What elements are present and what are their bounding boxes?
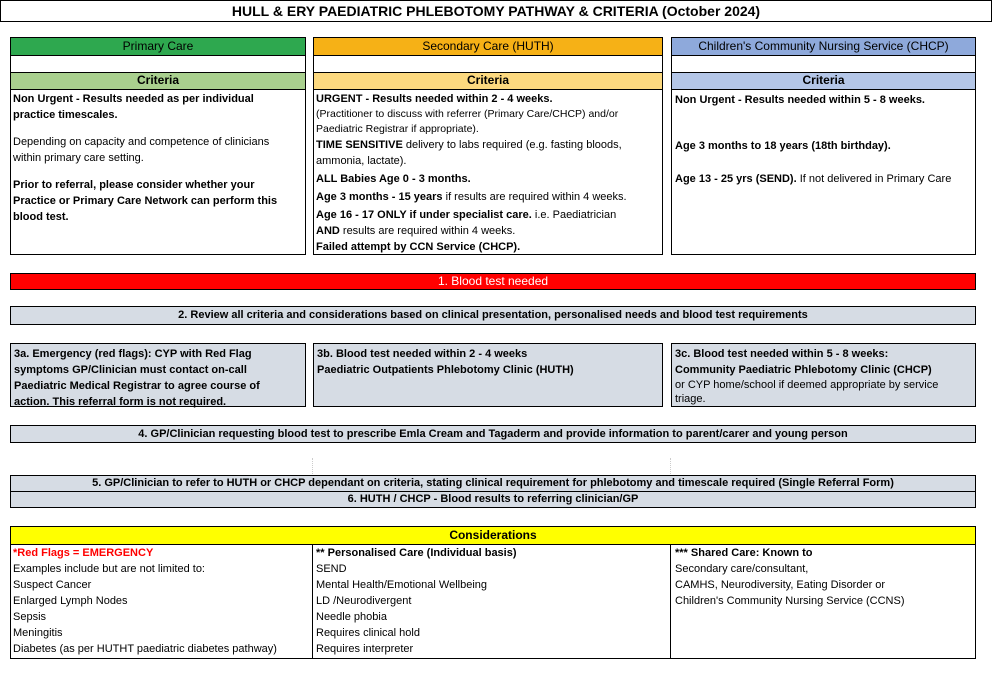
primary-criteria-line: Depending on capacity and competence of clinicians <box>13 136 270 148</box>
age-16-17-line <box>316 207 662 223</box>
community-send-line <box>675 171 973 187</box>
primary-criteria-line <box>13 123 305 134</box>
step-3c-triage: triage. <box>675 393 706 405</box>
personalised-care-title: ** Personalised Care (Individual basis) <box>316 547 517 559</box>
primary-criteria-line: within primary care setting. <box>13 152 144 164</box>
personalised-care-item: Mental Health/Emotional Wellbeing <box>316 579 487 591</box>
step-3c-box <box>671 343 976 407</box>
age-16-17-rest: i.e. Paediatrician <box>531 209 617 221</box>
shared-care-title: *** Shared Care: Known to <box>675 547 813 559</box>
urgent-line: URGENT - Results needed within 2 - 4 weeks. <box>316 93 553 105</box>
step-3c-home: or CYP home/school if deemed appropriate by service <box>675 379 939 391</box>
step-3b-line: 3b. Blood test needed within 2 - 4 weeks <box>317 348 528 360</box>
shared-care-item: Secondary care/consultant, <box>675 563 809 575</box>
personalised-care-item: LD /Neurodivergent <box>316 595 412 607</box>
primary-care-criteria-text <box>13 91 305 225</box>
secondary-care-spacer <box>313 55 663 73</box>
community-spacer <box>671 55 976 73</box>
step-3a-text <box>14 346 302 410</box>
red-flags-title: *Red Flags = EMERGENCY <box>13 547 154 559</box>
shared-care-item: CAMHS, Neurodiversity, Eating Disorder or <box>675 579 886 591</box>
and-results-line <box>316 223 662 239</box>
shared-care-item: Children's Community Nursing Service (CCNS) <box>675 595 905 607</box>
community-non-urgent: Non Urgent - Results needed within 5 - 8 weeks. <box>675 94 925 106</box>
red-flag-item: Suspect Cancer <box>13 579 92 591</box>
step-2-bar: 2. Review all criteria and considerations based on clinical presentation, personalised needs and blood test requirements <box>10 306 976 325</box>
step-3a-line: Paediatric Medical Registrar to agree course of <box>14 380 260 392</box>
secondary-care-criteria-text <box>316 91 662 255</box>
time-sensitive-label: TIME SENSITIVE <box>316 139 403 151</box>
practitioner-line: (Practitioner to discuss with referrer (Primary Care/CHCP) and/or <box>316 108 619 120</box>
red-flags-column <box>13 545 310 657</box>
dotted-divider-2 <box>670 458 671 474</box>
community-send-rest: If not delivered in Primary Care <box>796 173 952 185</box>
step-5-bar: 5. GP/Clinician to refer to HUTH or CHCP dependant on criteria, stating clinical requirement for phlebotomy and timescale required (Single Referral Form) <box>10 475 976 492</box>
step-3a-line: action. This referral form is not required. <box>14 396 227 408</box>
page-title: HULL & ERY PAEDIATRIC PHLEBOTOMY PATHWAY & CRITERIA (October 2024) <box>0 0 992 22</box>
community-criteria-label: Criteria <box>671 72 976 90</box>
step-6-bar: 6. HUTH / CHCP - Blood results to referring clinician/GP <box>10 491 976 508</box>
step-3a-line: 3a. Emergency (red flags): CYP with Red Flag <box>14 348 252 360</box>
shared-care-column <box>675 545 975 609</box>
red-flag-item: Sepsis <box>13 611 47 623</box>
considerations-header: Considerations <box>10 526 976 545</box>
time-sensitive-line <box>316 137 662 153</box>
personalised-care-item: SEND <box>316 563 347 575</box>
step-3c-title: 3c. Blood test needed within 5 - 8 weeks: <box>675 348 889 360</box>
primary-care-criteria-label: Criteria <box>10 72 306 90</box>
age-16-17-label: Age 16 - 17 ONLY if under specialist care. <box>316 209 532 221</box>
personalised-care-item: Needle phobia <box>316 611 387 623</box>
time-sensitive-rest: delivery to labs required (e.g. fasting bloods, <box>402 139 622 151</box>
step-3b-box <box>313 343 663 407</box>
primary-criteria-line: practice timescales. <box>13 109 118 121</box>
community-send-label: Age 13 - 25 yrs (SEND). <box>675 173 797 185</box>
personalised-care-item: Requires interpreter <box>316 643 414 655</box>
and-label: AND <box>316 225 340 237</box>
secondary-care-criteria-label: Criteria <box>313 72 663 90</box>
registrar-line: Paediatric Registrar if appropriate). <box>316 123 479 135</box>
dotted-divider-1 <box>312 458 313 474</box>
step-4-bar: 4. GP/Clinician requesting blood test to prescribe Emla Cream and Tagaderm and provide information to parent/carer and young person <box>10 425 976 443</box>
primary-care-header: Primary Care <box>10 37 306 56</box>
step-1-bar: 1. Blood test needed <box>10 273 976 290</box>
personalised-care-item: Requires clinical hold <box>316 627 420 639</box>
community-header: Children's Community Nursing Service (CHCP) <box>671 37 976 56</box>
step-3a-box <box>10 343 306 407</box>
red-flag-item: Diabetes (as per HUTHT paediatric diabetes pathway) <box>13 643 277 655</box>
considerations-divider-1 <box>312 544 313 659</box>
primary-criteria-line: blood test. <box>13 211 69 223</box>
step-3b-text <box>317 346 659 378</box>
primary-criteria-line <box>13 166 305 177</box>
step-3c-clinic: Community Paediatric Phlebotomy Clinic (CHCP) <box>675 364 932 376</box>
and-rest: results are required within 4 weeks. <box>339 225 516 237</box>
age-3m-15y-line <box>316 189 662 205</box>
primary-criteria-line: Practice or Primary Care Network can perform this <box>13 195 278 207</box>
red-flag-item: Examples include but are not limited to: <box>13 563 205 575</box>
ammonia-line: ammonia, lactate). <box>316 155 407 167</box>
age-3m-15y-rest: if results are required within 4 weeks. <box>442 191 627 203</box>
step-3b-line: Paediatric Outpatients Phlebotomy Clinic (HUTH) <box>317 364 574 376</box>
all-babies-line: ALL Babies Age 0 - 3 months. <box>316 173 471 185</box>
primary-care-spacer <box>10 55 306 73</box>
secondary-care-header: Secondary Care (HUTH) <box>313 37 663 56</box>
red-flag-item: Meningitis <box>13 627 63 639</box>
age-3m-15y-label: Age 3 months - 15 years <box>316 191 443 203</box>
personalised-care-column <box>316 545 668 657</box>
considerations-divider-2 <box>670 544 671 659</box>
primary-criteria-line: Non Urgent - Results needed as per individual <box>13 93 254 105</box>
red-flag-item: Enlarged Lymph Nodes <box>13 595 128 607</box>
primary-criteria-line: Prior to referral, please consider whether your <box>13 179 255 191</box>
failed-attempt-line: Failed attempt by CCN Service (CHCP). <box>316 241 521 253</box>
step-3a-line: symptoms GP/Clinician must contact on-call <box>14 364 247 376</box>
community-age-range: Age 3 months to 18 years (18th birthday). <box>675 140 891 152</box>
